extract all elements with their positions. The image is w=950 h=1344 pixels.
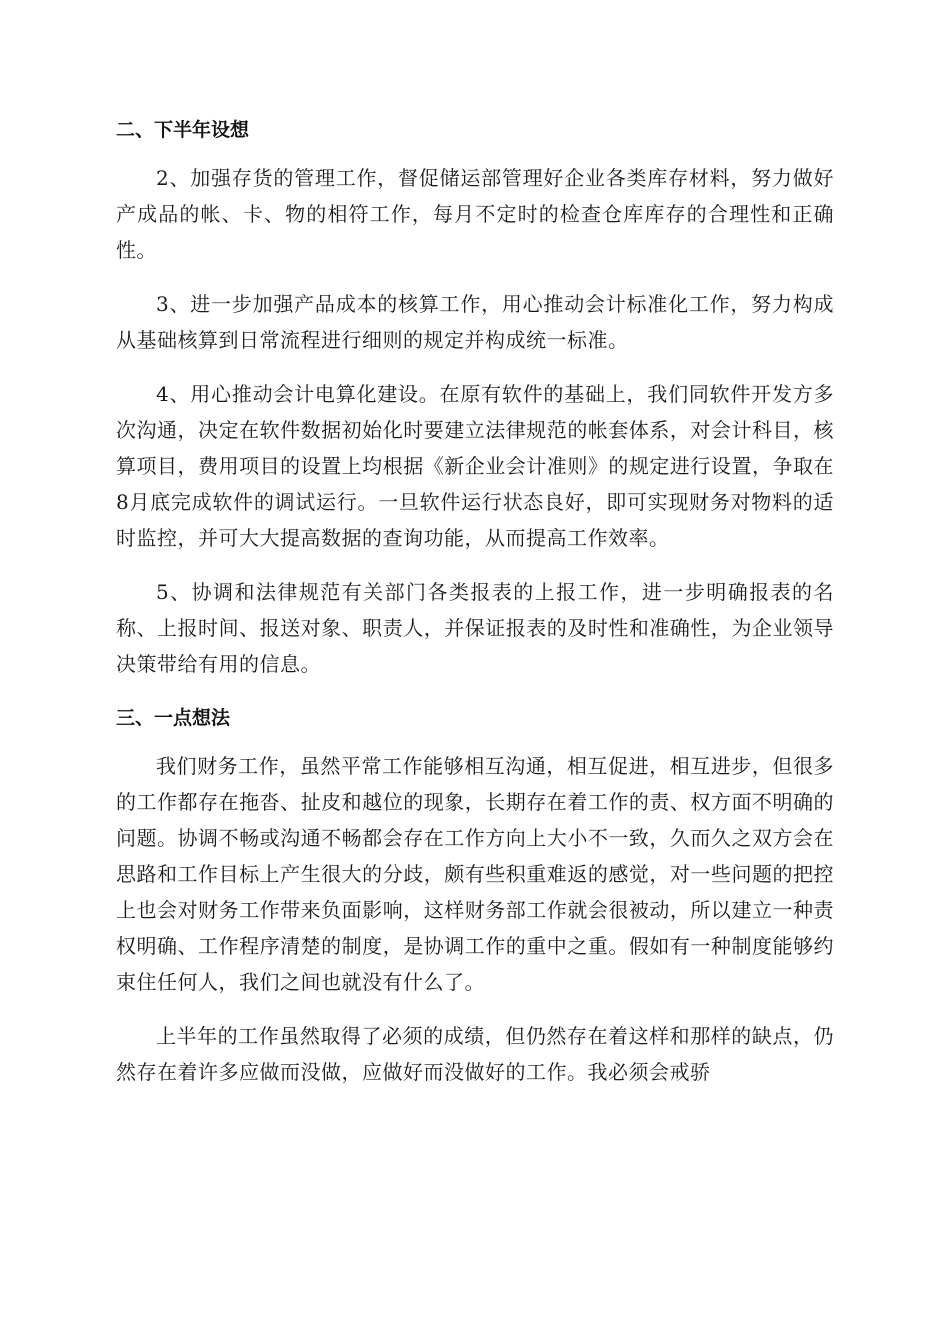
paragraph: 2、加强存货的管理工作，督促储运部管理好企业各类库存材料，努力做好产成品的帐、卡、物的相符工作，每月不定时的检查仓库库存的合理性和正确性。 <box>116 166 834 262</box>
paragraph: 我们财务工作，虽然平常工作能够相互沟通，相互促进，相互进步，但很多的工作都存在拖沓、扯皮和越位的现象，长期存在着工作的责、权方面不明确的问题。协调不畅或沟通不畅都会存在工作方向上大小不一致，久而久之双方会在思路和工作目标上产生很大的分歧，颇有些积重难返的感觉，对一些问题的把控上也会对财务工作带来负面影响，这样财务部工作就会很被动，所以建立一种责权明确、工作程序清楚的制度，是协调工作的重中之重。假如有一种制度能够约束住任何人，我们之间也就没有什么了。 <box>116 754 834 994</box>
section-plan <box>116 112 834 682</box>
paragraph: 3、进一步加强产品成本的核算工作，用心推动会计标准化工作，努力构成从基础核算到日常流程进行细则的规定并构成统一标准。 <box>116 292 834 352</box>
section-heading: 二、下半年设想 <box>116 119 250 141</box>
paragraph: 5、协调和法律规范有关部门各类报表的上报工作，进一步明确报表的名称、上报时间、报送对象、职责人，并保证报表的及时性和准确性，为企业领导决策带给有用的信息。 <box>116 580 834 676</box>
document-body <box>116 112 834 1090</box>
paragraph: 4、用心推动会计电算化建设。在原有软件的基础上，我们同软件开发方多次沟通，决定在软件数据初始化时要建立法律规范的帐套体系，对会计科目，核算项目，费用项目的设置上均根据《新企业会计准则》的规定进行设置，争取在8月底完成软件的调试运行。一旦软件运行状态良好，即可实现财务对物料的适时监控，并可大大提高数据的查询功能，从而提高工作效率。 <box>116 382 834 550</box>
section-thoughts <box>116 700 834 1090</box>
paragraph: 上半年的工作虽然取得了必须的成绩，但仍然存在着这样和那样的缺点，仍然存在着许多应做而没做，应做好而没做好的工作。我必须会戒骄 <box>116 1024 834 1084</box>
section-heading: 三、一点想法 <box>116 707 231 729</box>
